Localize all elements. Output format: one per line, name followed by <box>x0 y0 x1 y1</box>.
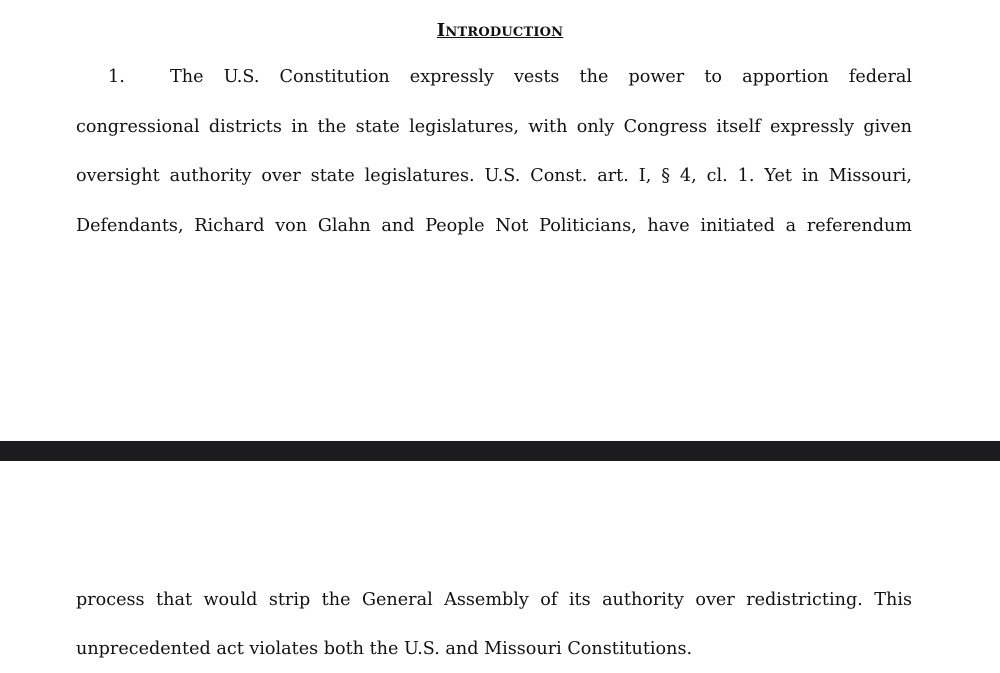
text-line: The U.S. Constitution expressly vests the power to apportion federal <box>170 67 912 87</box>
text-line: oversight authority over state legislatures. U.S. Const. art. I, § 4, cl. 1. Yet in Missouri, <box>76 166 912 186</box>
section-heading: Introduction <box>436 20 564 41</box>
text-line: process that would strip the General Assembly of its authority over redistricting. This <box>76 590 912 610</box>
paragraph-number: 1. <box>108 67 125 87</box>
text-line: Defendants, Richard von Glahn and People Not Politicians, have initiated a referendum <box>76 216 912 236</box>
document-page-2 <box>0 461 1000 673</box>
text-line: unprecedented act violates both the U.S. and Missouri Constitutions. <box>76 639 693 659</box>
page-separator <box>0 441 1000 461</box>
text-line: congressional districts in the state legislatures, with only Congress itself expressly given <box>76 117 912 137</box>
